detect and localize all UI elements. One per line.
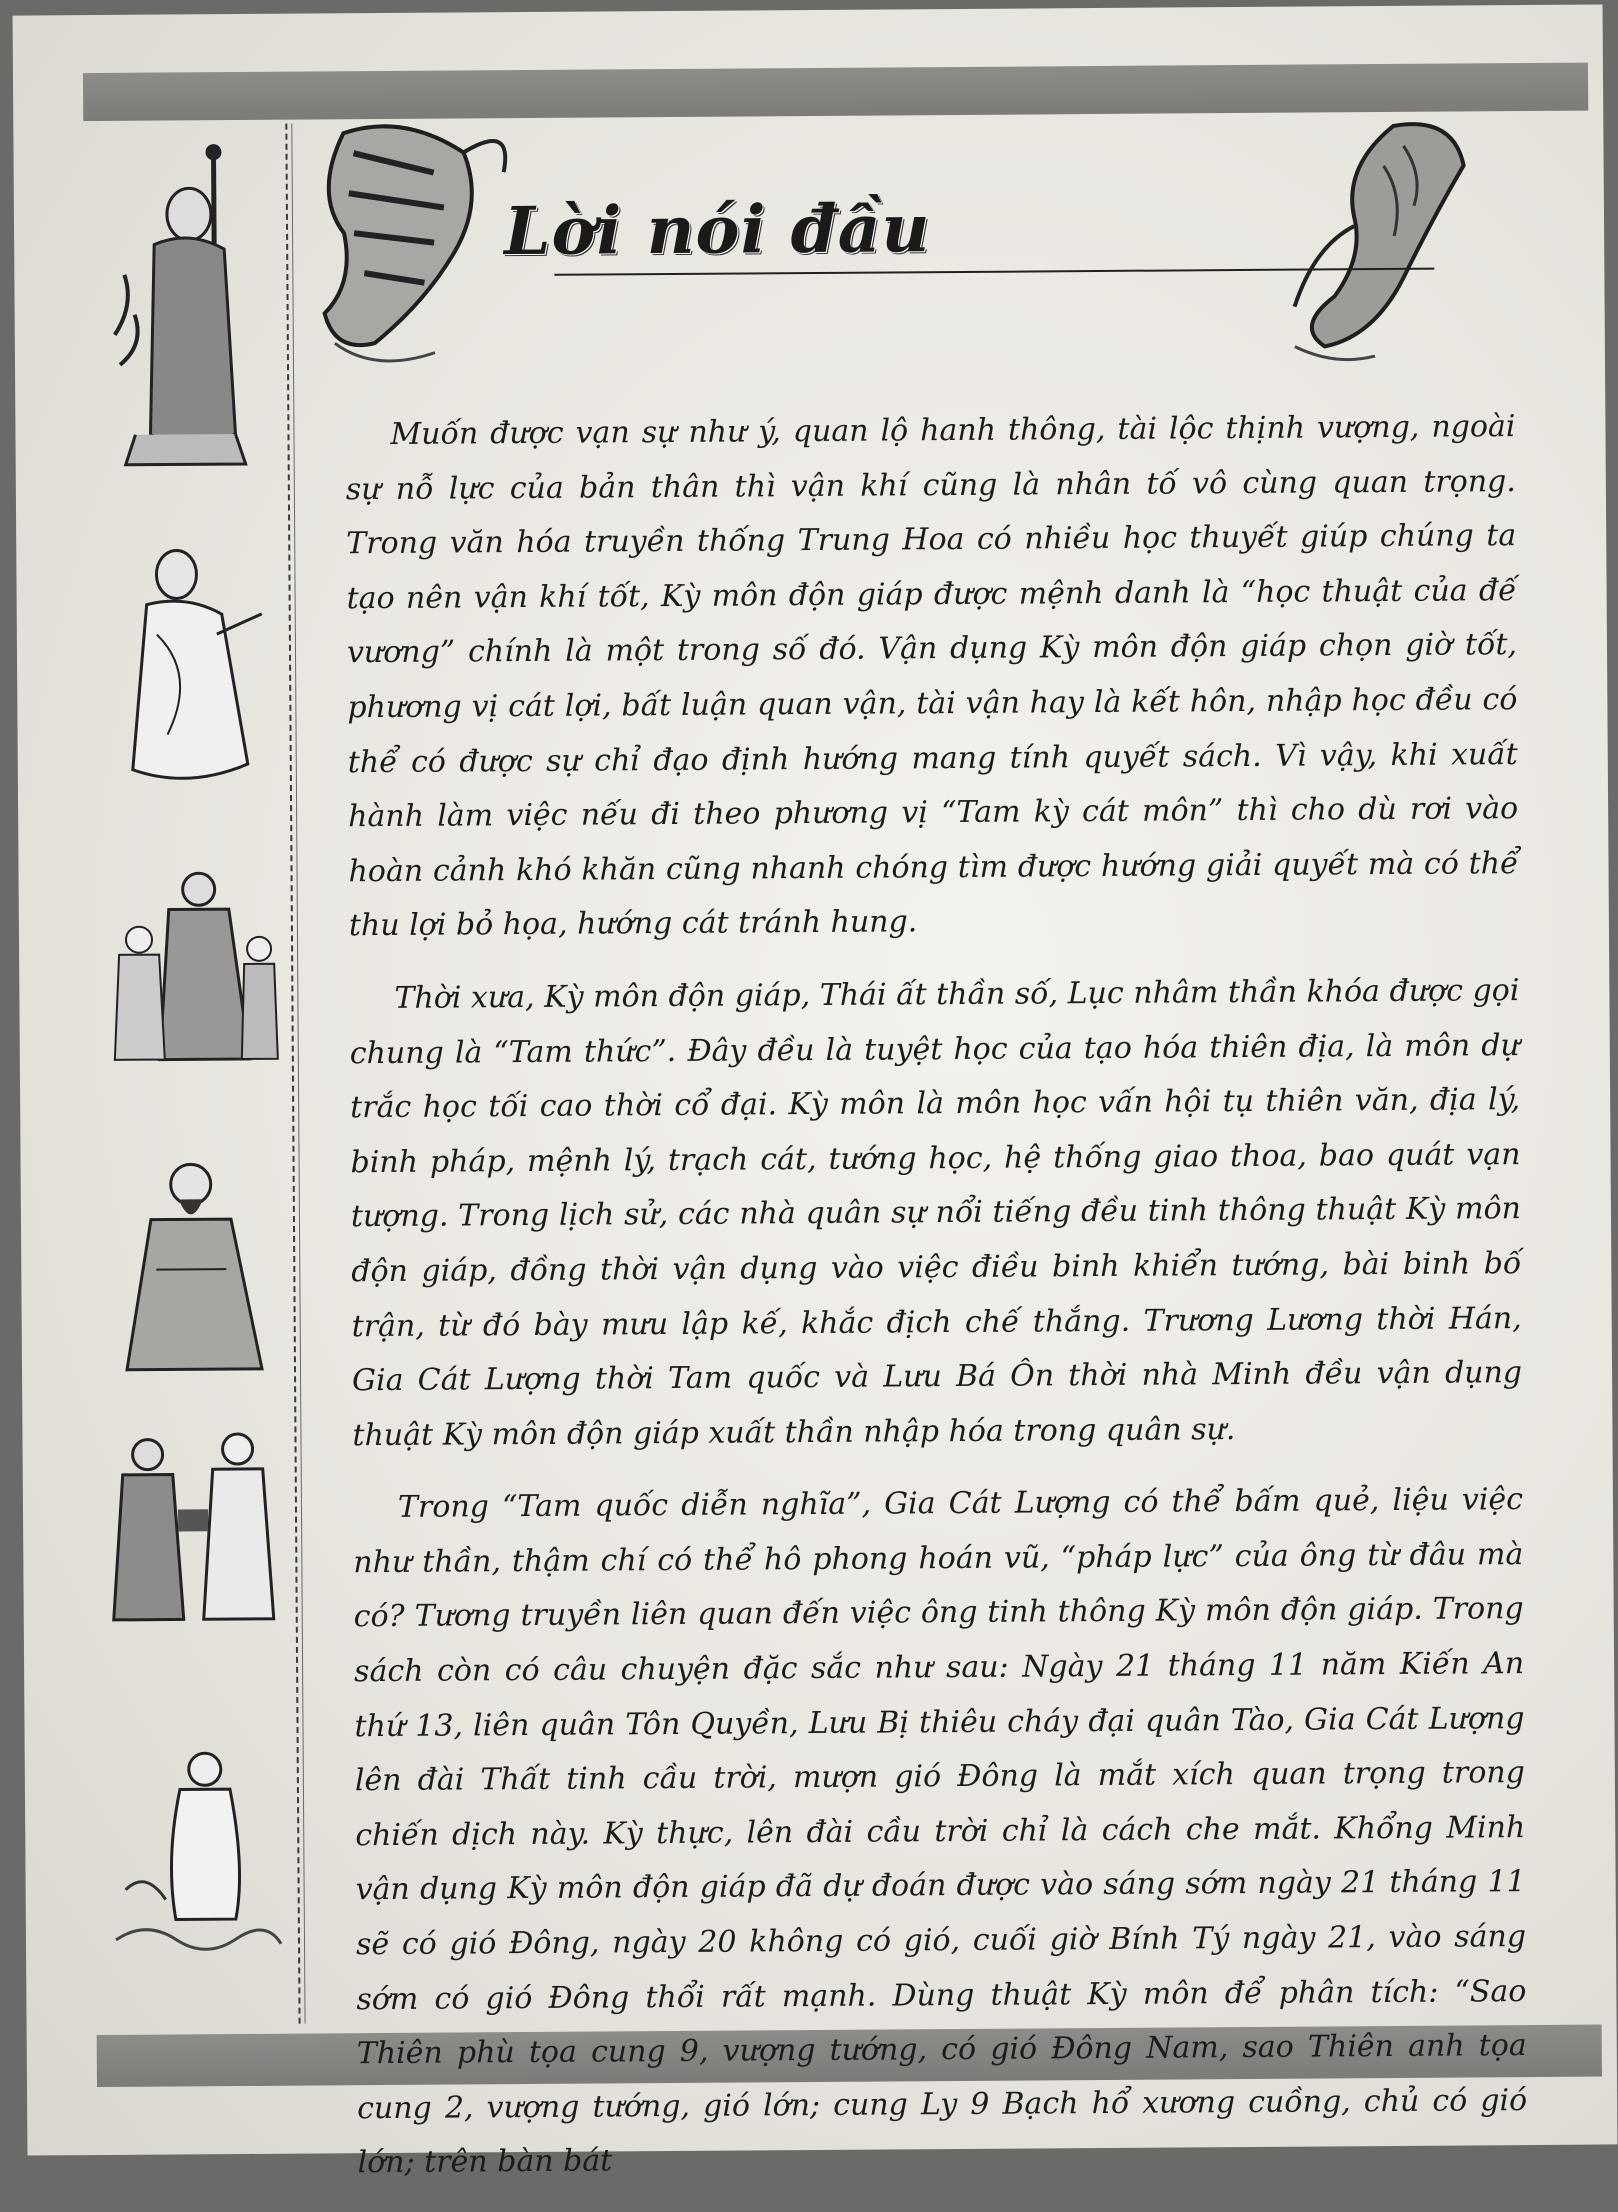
group-scene-illustration [98, 859, 280, 1090]
page-title: Lời nói đầu [503, 189, 931, 271]
bearded-scholar-illustration [100, 1149, 282, 1380]
phoenix-illustration [1293, 124, 1465, 360]
officials-meeting-illustration [102, 1419, 283, 1630]
tiger-illustration [323, 125, 506, 361]
paragraph-2: Thời xưa, Kỳ môn độn giáp, Thái ất thần số, Lục nhâm thần khóa được gọi chung là “Tam thức”. Đây đều là tuyệt học của tạo hóa thiên địa, là môn dự trắc học tối cao thời cổ đại. Kỳ môn là môn học vấn hội tụ thiên văn, địa lý, binh pháp, mệnh lý, trạch cát, tướng học, hệ thống giao thoa, bao quát vạn tượng. Trong lịch sử, các nhà quân sự nổi tiếng đều tinh thông thuật Kỳ môn độn giáp, đồng thời vận dụng vào việc điều binh khiển tướng, bài binh bố trận, từ đó bày mưu lập kế, khắc địch chế thắng. Trương Lương thời Hán, Gia Cát Lượng thời Tam quốc và Lưu Bá Ôn thời nhà Minh đều vận dụng thuật Kỳ môn độn giáp xuất thần nhập hóa trong quân sự. [349, 973, 1523, 1453]
immortal-on-clouds-illustration [105, 1739, 287, 1970]
paragraph-1: Muốn được vạn sự như ý, quan lộ hanh thông, tài lộc thịnh vượng, ngoài sự nỗ lực của bản thân thì vận khí cũng là nhân tố vô cùng quan trọng. Trong văn hóa truyền thống Trung Hoa có nhiều học thuyết giúp chúng ta tạo nên vận khí tốt, Kỳ môn độn giáp được mệnh danh là “học thuật của đế vương” chính là một trong số đó. Vận dụng Kỳ môn độn giáp chọn giờ tốt, phương vị cát lợi, bất luận quan vận, tài vận hay là kết hôn, nhập học đều có thể có được sự chỉ đạo định hướng mang tính quyết sách. Vì vậy, khi xuất hành làm việc nếu đi theo phương vị “Tam kỳ cát môn” thì cho dù rơi vào hoàn cảnh khó khăn cũng nhanh chóng tìm được hướng giải quyết mà có thể thu lợi bỏ họa, hướng cát tránh hung. [345, 409, 1519, 944]
robed-official-illustration [96, 534, 278, 795]
body-text [345, 400, 1528, 2209]
sage-with-staff-illustration [93, 134, 275, 475]
book-page [13, 4, 1618, 2181]
paragraph-3: Trong “Tam quốc diễn nghĩa”, Gia Cát Lượng có thể bấm quẻ, liệu việc như thần, thậm chí có thể hô phong hoán vũ, “pháp lực” của ông từ đâu mà có? Tương truyền liên quan đến việc ông tinh thông Kỳ môn độn giáp. Trong sách còn có câu chuyện đặc sắc như sau: Ngày 21 tháng 11 năm Kiến An thứ 13, liên quân Tôn Quyền, Lưu Bị thiêu cháy đại quân Tào, Gia Cát Lượng lên đài Thất tinh cầu trời, mượn gió Đông là mắt xích quan trọng trong chiến dịch này. Kỳ thực, lên đài cầu trời chỉ là cách che mắt. Khổng Minh vận dụng Kỳ môn độn giáp đã dự đoán được vào sáng sớm ngày 21 tháng 11 sẽ có gió Đông, ngày 20 không có gió, cuối giờ Bính Tý ngày 21, vào sáng sớm có gió Đông thổi rất mạnh. Dùng thuật Kỳ môn để phân tích: “Sao Thiên phù tọa cung 9, vượng tướng, có gió Đông Nam, sao Thiên anh tọa cung 2, vượng tướng, gió lớn; cung Ly 9 Bạch hổ xương cuồng, chủ có gió lớn; trên bàn bát [353, 1482, 1528, 2181]
